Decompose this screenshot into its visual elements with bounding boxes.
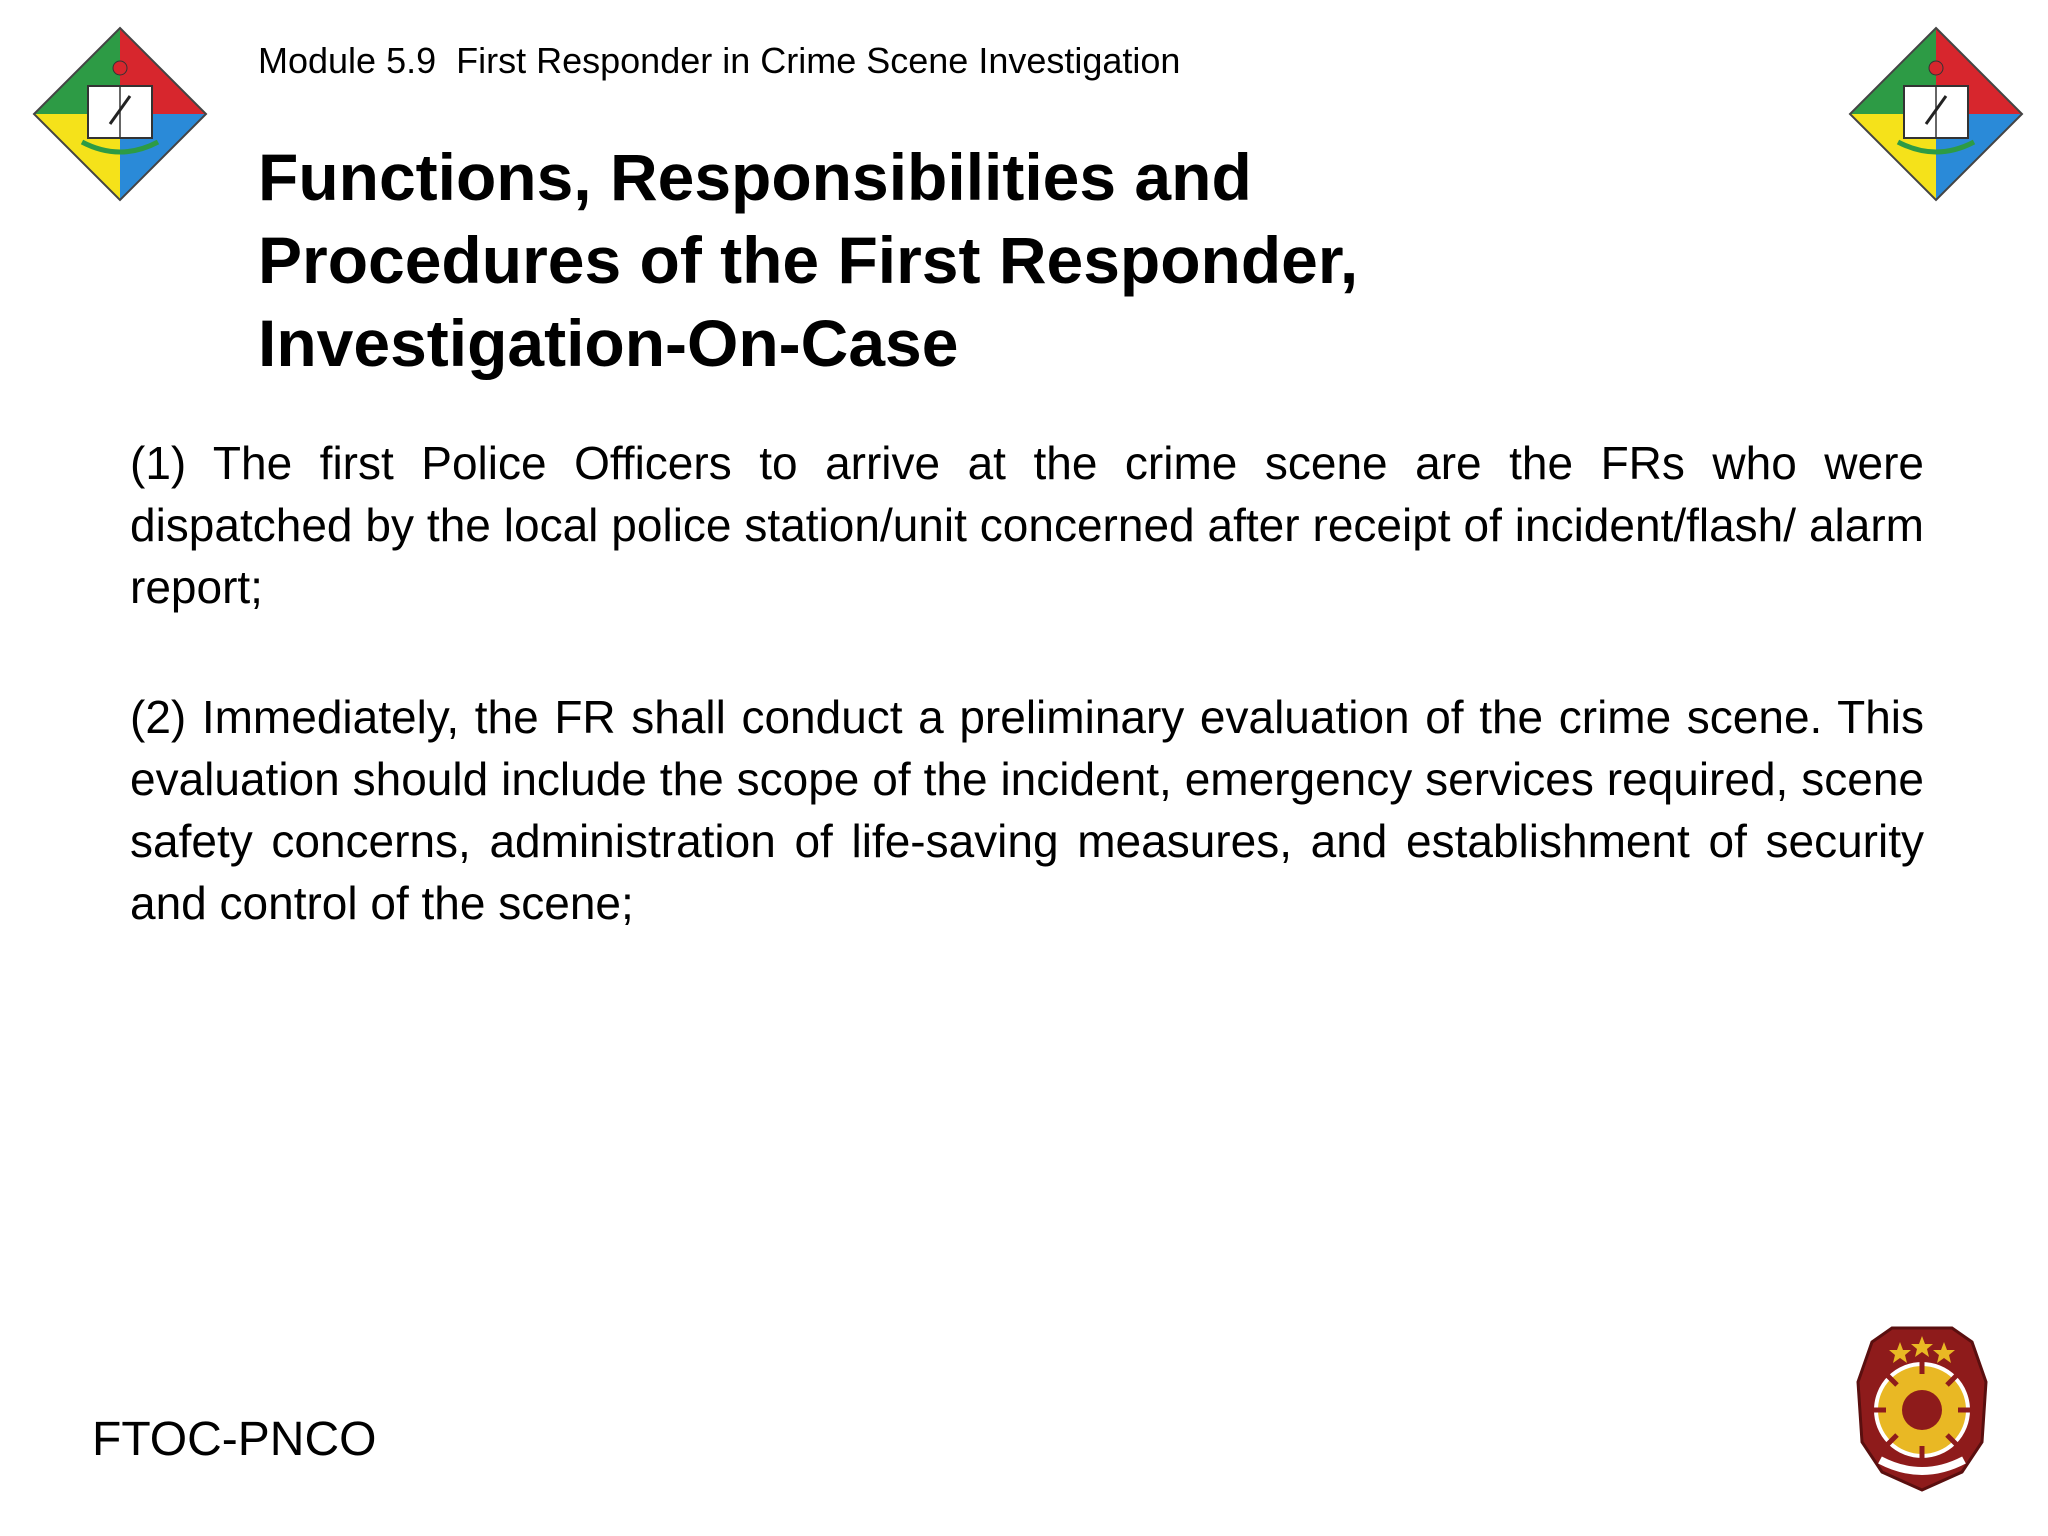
- slide-title-line: Functions, Responsibilities and: [258, 140, 1252, 214]
- slide-title-line: Investigation-On-Case: [258, 306, 959, 380]
- footer-course-code: FTOC-PNCO: [92, 1413, 377, 1466]
- training-service-logo-left: [30, 24, 210, 204]
- slide-body: [130, 432, 1924, 1002]
- slide-title: [258, 136, 1758, 385]
- training-service-logo-right: [1846, 24, 2026, 204]
- pnp-seal-logo: [1852, 1322, 1992, 1494]
- module-subtitle: Module 5.9 First Responder in Crime Scene Investigation: [258, 40, 1181, 81]
- paragraph-2: (2) Immediately, the FR shall conduct a preliminary evaluation of the crime scene. This evaluation should include the scope of the incident, emergency services required, scene safety concerns, administration of life-saving measures, and establishment of security and control of the scene;: [130, 691, 1924, 929]
- slide-title-line: Procedures of the First Responder,: [258, 223, 1359, 297]
- paragraph-1: (1) The first Police Officers to arrive at the crime scene are the FRs who were dispatched by the local police station/unit concerned after receipt of incident/flash/ alarm report;: [130, 437, 1924, 613]
